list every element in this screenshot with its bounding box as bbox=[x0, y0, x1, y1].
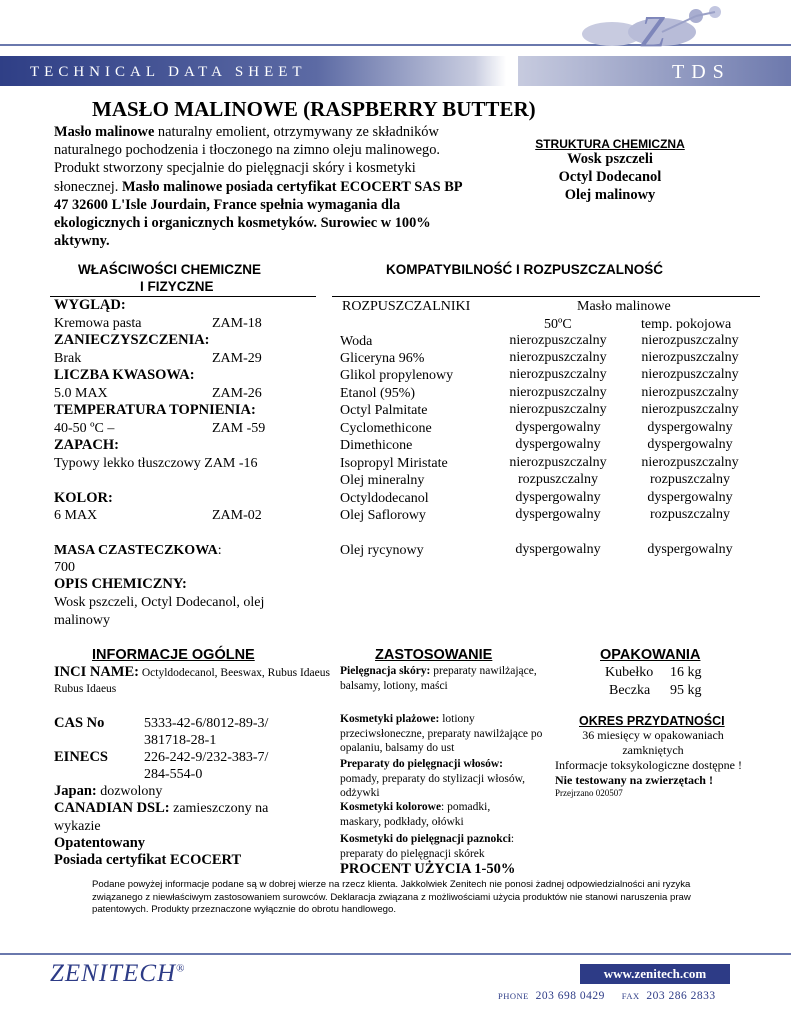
mw-value: 700 bbox=[54, 560, 75, 575]
patented: Opatentowany bbox=[54, 835, 146, 851]
usage-color bbox=[340, 800, 530, 829]
compat-room-value: dyspergowalny bbox=[647, 490, 733, 505]
compat-solvent: Octyldodecanol bbox=[340, 491, 429, 506]
structure-item: Olej malinowy bbox=[564, 187, 656, 203]
structure-heading: STRUKTURA CHEMICZNA bbox=[535, 137, 685, 151]
structure-item: Wosk pszczeli bbox=[567, 151, 653, 167]
packaging-heading: OPAKOWANIA bbox=[600, 647, 701, 663]
compat-hot-value: nierozpuszczalny bbox=[509, 385, 607, 400]
intro-paragraph bbox=[54, 123, 464, 250]
melt-method: ZAM -59 bbox=[212, 421, 266, 436]
compat-hot-value: nierozpuszczalny bbox=[509, 367, 607, 382]
desc-value: Wosk pszczeli, Octyl Dodecanol, olej bbox=[54, 595, 265, 610]
usage-beach bbox=[340, 712, 545, 756]
compat-rule bbox=[332, 296, 760, 297]
compat-hot-value: rozpuszczalny bbox=[517, 472, 599, 487]
color-value: 6 MAX bbox=[54, 508, 98, 523]
packaging-size: 95 kg bbox=[670, 683, 702, 698]
ecocert: Posiada certyfikat ECOCERT bbox=[54, 852, 242, 868]
compat-col-solvents: ROZPUSZCZALNIKI bbox=[342, 299, 471, 314]
dsl-label: CANADIAN DSL: bbox=[54, 800, 170, 816]
usage-nail bbox=[340, 832, 545, 861]
shelf-line1: 36 miesięcy w opakowaniach bbox=[582, 728, 724, 742]
compat-solvent: Gliceryna 96% bbox=[340, 351, 425, 366]
fax-number: 203 286 2833 bbox=[646, 990, 716, 1002]
page-title: MASŁO MALINOWE (RASPBERRY BUTTER) bbox=[92, 97, 536, 121]
desc-label: OPIS CHEMICZNY: bbox=[54, 576, 187, 592]
compat-hot-value: dyspergowalny bbox=[515, 437, 601, 452]
compat-room-value: nierozpuszczalny bbox=[641, 455, 739, 470]
shelf-animals: Nie testowany na zwierzętach ! bbox=[555, 773, 713, 787]
shelf-heading: OKRES PRZYDATNOŚCI bbox=[579, 714, 725, 728]
structure-item: Octyl Dodecanol bbox=[558, 169, 662, 185]
inci-value-2: Rubus Idaeus bbox=[54, 683, 117, 695]
dsl-value-2: wykazie bbox=[54, 819, 101, 834]
usage-percent: PROCENT UŻYCIA 1-50% bbox=[340, 861, 516, 877]
banner-tds: TDS bbox=[672, 61, 731, 83]
cas-value-2: 381718-28-1 bbox=[144, 733, 217, 748]
registered-mark: ® bbox=[176, 962, 186, 975]
usage-color-text: : pomadki, maskary, podkłady, ołówki bbox=[340, 801, 491, 828]
dsl-value: zamieszczony na bbox=[169, 801, 269, 816]
compat-heading: KOMPATYBILNOŚĆ I ROZPUSZCZALNOŚĆ bbox=[386, 262, 663, 277]
properties-heading: WŁAŚCIWOŚCI CHEMICZNE bbox=[78, 262, 261, 277]
compat-room-value: nierozpuszczalny bbox=[641, 367, 739, 382]
acid-value: 5.0 MAX bbox=[54, 386, 108, 401]
mw-label: MASA CZASTECZKOWA bbox=[54, 543, 218, 558]
compat-hot-value: dyspergowalny bbox=[515, 507, 601, 522]
japan-value: dozwolony bbox=[96, 784, 163, 799]
japan-label: Japan: bbox=[54, 783, 97, 799]
fax-label: FAX bbox=[621, 991, 640, 1001]
color-method: ZAM-02 bbox=[212, 508, 262, 523]
general-heading: INFORMACJE OGÓLNE bbox=[92, 647, 255, 663]
impurities-label: ZANIECZYSZCZENIA: bbox=[54, 332, 210, 348]
svg-text:Z: Z bbox=[640, 7, 665, 50]
compat-hot-value: dyspergowalny bbox=[515, 420, 601, 435]
compat-solvent: Woda bbox=[340, 334, 373, 349]
usage-skin-text: preparaty nawilżające, balsamy, lotiony, maści bbox=[340, 665, 537, 692]
compat-hot-value: dyspergowalny bbox=[515, 490, 601, 505]
usage-beach-label: Kosmetyki plażowe: bbox=[340, 713, 440, 725]
intro-lead: Masło malinowe bbox=[54, 124, 155, 140]
dsl-row bbox=[54, 800, 268, 817]
intro-cert: Masło malinowe posiada certyfikat ECOCERT SAS BP 47 32600 L'Isle Jourdain, France spełnia wymagania dla ekologicznych i organicznych kosmetyków. Surowiec w 100% aktywny. bbox=[54, 178, 462, 250]
compat-room-value: rozpuszczalny bbox=[649, 507, 731, 522]
compat-hot-value: nierozpuszczalny bbox=[509, 333, 607, 348]
color-label: KOLOR: bbox=[54, 490, 113, 506]
einecs-value: 226-242-9/232-383-7/ bbox=[144, 750, 269, 765]
compat-room-value: nierozpuszczalny bbox=[641, 350, 739, 365]
compat-solvent: Olej Saflorowy bbox=[340, 508, 426, 523]
phone-number: 203 698 0429 bbox=[535, 990, 605, 1002]
compat-solvent: Etanol (95%) bbox=[340, 386, 416, 401]
compat-solvent: Olej rycynowy bbox=[340, 543, 424, 558]
compat-hot-value: nierozpuszczalny bbox=[509, 455, 607, 470]
compat-col-50: 50ºC bbox=[544, 317, 572, 332]
compat-room-value: nierozpuszczalny bbox=[641, 333, 739, 348]
appearance-label: WYGLĄD: bbox=[54, 297, 126, 313]
compat-solvent: Octyl Palmitate bbox=[340, 403, 428, 418]
appearance-value: Kremowa pasta bbox=[54, 316, 142, 331]
brand-name: ZENITECH bbox=[50, 960, 177, 987]
zenitech-logo-icon bbox=[570, 2, 730, 50]
compat-solvent: Cyclomethicone bbox=[340, 421, 432, 436]
intro-text: naturalny emolient, otrzymywany ze składników naturalnego pochodzenia i tłoczonego na zimno oleju malinowego. Produkt stworzony specjalnie do pielęgnacji skóry i kosmetyki słonecznej. bbox=[54, 124, 441, 195]
cas-value: 5333-42-6/8012-89-3/ bbox=[144, 716, 269, 731]
compat-solvent: Dimethicone bbox=[340, 438, 413, 453]
packaging-item: Kubełko bbox=[605, 665, 654, 680]
usage-hair bbox=[340, 757, 545, 801]
shelf-line2: zamkniętych bbox=[622, 743, 684, 757]
appearance-method: ZAM-18 bbox=[212, 316, 262, 331]
usage-heading: ZASTOSOWANIE bbox=[375, 647, 493, 663]
usage-beach-text: lotiony przeciwsłoneczne, preparaty nawilżające po opalaniu, balsamy do ust bbox=[340, 713, 543, 754]
compat-hot-value: dyspergowalny bbox=[515, 542, 601, 557]
inci-row bbox=[54, 664, 330, 682]
compat-room-value: rozpuszczalny bbox=[649, 472, 731, 487]
compat-solvent: Isopropyl Miristate bbox=[340, 456, 448, 471]
packaging-size: 16 kg bbox=[670, 665, 702, 680]
usage-skin-label: Pielęgnacja skóry: bbox=[340, 665, 431, 677]
zenitech-logo bbox=[50, 960, 185, 988]
odor-label: ZAPACH: bbox=[54, 437, 119, 453]
phone-label: PHONE bbox=[498, 991, 529, 1001]
compat-hot-value: nierozpuszczalny bbox=[509, 350, 607, 365]
website-link[interactable]: www.zenitech.com bbox=[580, 964, 730, 984]
einecs-value-2: 284-554-0 bbox=[144, 767, 203, 782]
einecs-label: EINECS bbox=[54, 749, 108, 765]
compat-hot-value: nierozpuszczalny bbox=[509, 402, 607, 417]
shelf-reviewed: Przejrzano 020507 bbox=[555, 788, 623, 798]
impurities-method: ZAM-29 bbox=[212, 351, 262, 366]
usage-nail-label: Kosmetyki do pielęgnacji paznokci bbox=[340, 833, 511, 845]
banner-title: TECHNICAL DATA SHEET bbox=[30, 64, 307, 80]
acid-method: ZAM-26 bbox=[212, 386, 262, 401]
disclaimer: Podane powyżej informacje podane są w dobrej wierze na rzecz klienta. Jakkolwiek Zenitech nie ponosi żadnej odpowiedzialności ani ryzyka związanego z niewłaściwym zastosowaniem surowców. Deklaracja związana z możliwościami użycia produktów nie stanowi naruszenia praw patentowych. Produkty przeznaczone wyłącznie do obrotu handlowego. bbox=[92, 879, 691, 916]
melt-value: 40-50 ºC – bbox=[54, 421, 115, 436]
compat-solvent: Olej mineralny bbox=[340, 473, 425, 488]
compat-col-room: temp. pokojowa bbox=[641, 317, 732, 332]
inci-label: INCI NAME: bbox=[54, 664, 139, 680]
compat-room-value: nierozpuszczalny bbox=[641, 385, 739, 400]
compat-room-value: dyspergowalny bbox=[647, 437, 733, 452]
cas-label: CAS No bbox=[54, 715, 105, 731]
mw-row bbox=[54, 542, 222, 559]
packaging-item: Beczka bbox=[609, 683, 651, 698]
compat-room-value: dyspergowalny bbox=[647, 420, 733, 435]
compat-room-value: dyspergowalny bbox=[647, 542, 733, 557]
header-banner-right bbox=[518, 56, 791, 86]
usage-nail-text: : preparaty do pielęgnacji skórek bbox=[340, 833, 515, 860]
melt-label: TEMPERATURA TOPNIENIA: bbox=[54, 402, 256, 418]
desc-value-2: malinowy bbox=[54, 613, 110, 628]
acid-label: LICZBA KWASOWA: bbox=[54, 367, 195, 383]
mw-colon: : bbox=[217, 543, 222, 558]
compat-col-product: Masło malinowe bbox=[577, 299, 671, 314]
japan-row bbox=[54, 783, 162, 800]
usage-color-label: Kosmetyki kolorowe bbox=[340, 801, 442, 813]
inci-value: Octyldodecanol, Beeswax, Rubus Idaeus bbox=[138, 667, 330, 679]
compat-room-value: nierozpuszczalny bbox=[641, 402, 739, 417]
properties-heading-2: I FIZYCZNE bbox=[140, 279, 214, 294]
odor-value: Typowy lekko tłuszczowy ZAM -16 bbox=[54, 456, 258, 471]
bottom-rule bbox=[0, 953, 791, 955]
usage-hair-text: pomady, preparaty do stylizacji włosów, odżywki bbox=[340, 772, 526, 799]
contact-line bbox=[498, 990, 716, 1002]
impurities-value: Brak bbox=[54, 351, 82, 366]
usage-hair-label: Preparaty do pielęgnacji włosów: bbox=[340, 758, 504, 770]
shelf-tox: Informacje toksykologiczne dostępne ! bbox=[555, 758, 742, 772]
compat-solvent: Glikol propylenowy bbox=[340, 368, 454, 383]
usage-skin bbox=[340, 664, 540, 693]
